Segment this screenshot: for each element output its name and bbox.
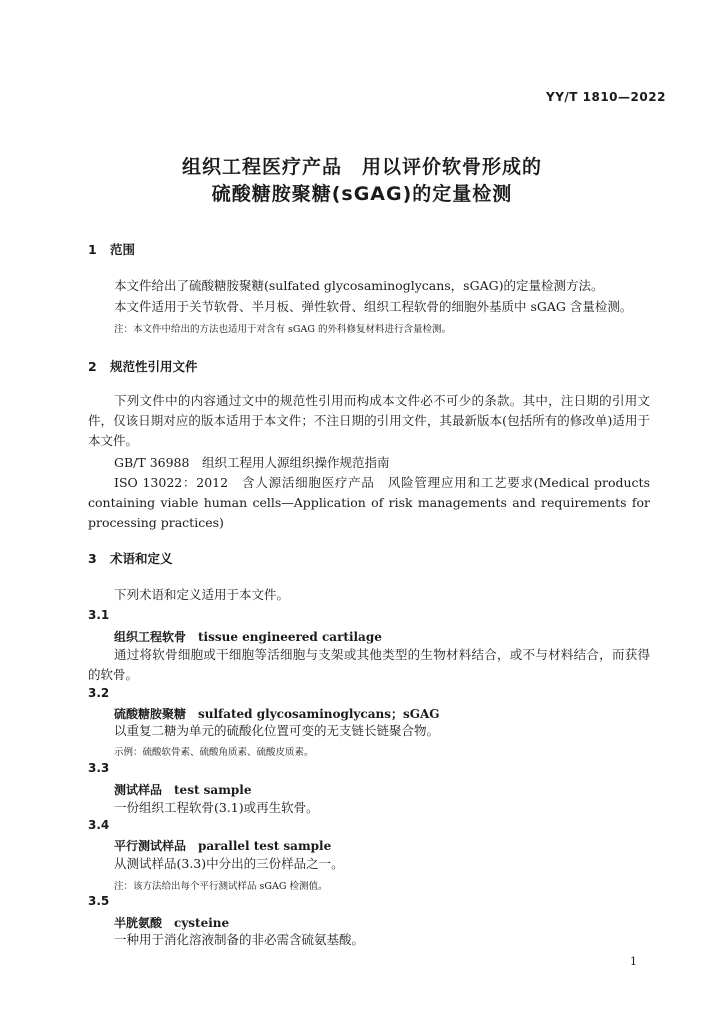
term-en: tissue engineered cartilage [198, 630, 382, 644]
term-zh: 测试样品 [114, 783, 163, 797]
term-zh: 半胱氨酸 [114, 916, 163, 930]
page-number: 1 [630, 955, 637, 968]
term-en: cysteine [174, 916, 230, 930]
term-number: 3.1 [88, 608, 110, 622]
section-1-heading [88, 240, 135, 258]
section-2-intro: 下列文件中的内容通过文中的规范性引用而构成本文件必不可少的条款。其中，注日期的引用文件，仅该日期对应的版本适用于本文件；不注日期的引用文件，其最新版本(包括所有的修改单)适用于本文件。 [88, 393, 650, 448]
section-3-heading [88, 549, 173, 567]
section-number: 3 [88, 551, 97, 566]
section-1-para-1: 本文件给出了硫酸糖胺聚糖(sulfated glycosaminoglycans，sGAG)的定量检测方法。 [114, 278, 604, 293]
section-number: 2 [88, 359, 97, 374]
term-number: 3.4 [88, 818, 110, 832]
term-title [114, 837, 331, 854]
term-definition: 通过将软骨细胞或干细胞等活细胞与支架或其他类型的生物材料结合，或不与材料结合，而获得的软骨。 [88, 647, 650, 682]
term-zh: 硫酸糖胺聚糖 [114, 707, 187, 721]
term-zh: 组织工程软骨 [114, 630, 187, 644]
reference-1: GB/T 36988 组织工程用人源组织操作规范指南 [114, 455, 390, 470]
term-example: 示例：硫酸软骨素、硫酸角质素、硫酸皮质素。 [114, 747, 314, 758]
term-definition: 一种用于消化溶液制备的非必需含硫氨基酸。 [114, 932, 365, 947]
section-2-heading [88, 357, 198, 375]
term-number: 3.5 [88, 894, 110, 908]
term-en: test sample [174, 783, 252, 797]
section-1-note: 注：本文件中给出的方法也适用于对含有 sGAG 的外科修复材料进行含量检测。 [114, 324, 451, 335]
term-title [114, 914, 229, 931]
standard-id: YY/T 1810—2022 [546, 90, 666, 104]
term-en: sulfated glycosaminoglycans；sGAG [198, 707, 440, 721]
section-title: 术语和定义 [110, 551, 173, 566]
term-zh: 平行测试样品 [114, 839, 187, 853]
section-title: 范围 [110, 242, 136, 257]
term-title [114, 781, 251, 798]
term-number: 3.2 [88, 686, 110, 700]
term-definition: 一份组织工程软骨(3.1)或再生软骨。 [114, 800, 319, 815]
section-title: 规范性引用文件 [110, 359, 198, 374]
section-3-intro: 下列术语和定义适用于本文件。 [114, 587, 290, 602]
title-line-2: 硫酸糖胺聚糖(sGAG)的定量检测 [211, 183, 513, 205]
section-number: 1 [88, 242, 97, 257]
reference-2: ISO 13022：2012 含人源活细胞医疗产品 风险管理应用和工艺要求(Medical products containing viable human cells—Application of risk managements and requirements for processing practices) [88, 475, 650, 530]
section-1-para-2: 本文件适用于关节软骨、半月板、弹性软骨、组织工程软骨的细胞外基质中 sGAG 含量检测。 [114, 299, 633, 314]
term-note: 注：该方法给出每个平行测试样品 sGAG 检测值。 [114, 881, 328, 892]
term-en: parallel test sample [198, 839, 332, 853]
title-line-1: 组织工程医疗产品 用以评价软骨形成的 [181, 156, 542, 178]
term-title [114, 628, 382, 645]
term-definition: 以重复二糖为单元的硫酸化位置可变的无支链长链聚合物。 [114, 723, 440, 738]
term-definition: 从测试样品(3.3)中分出的三份样品之一。 [114, 856, 344, 871]
term-title [114, 705, 440, 722]
term-number: 3.3 [88, 761, 110, 775]
